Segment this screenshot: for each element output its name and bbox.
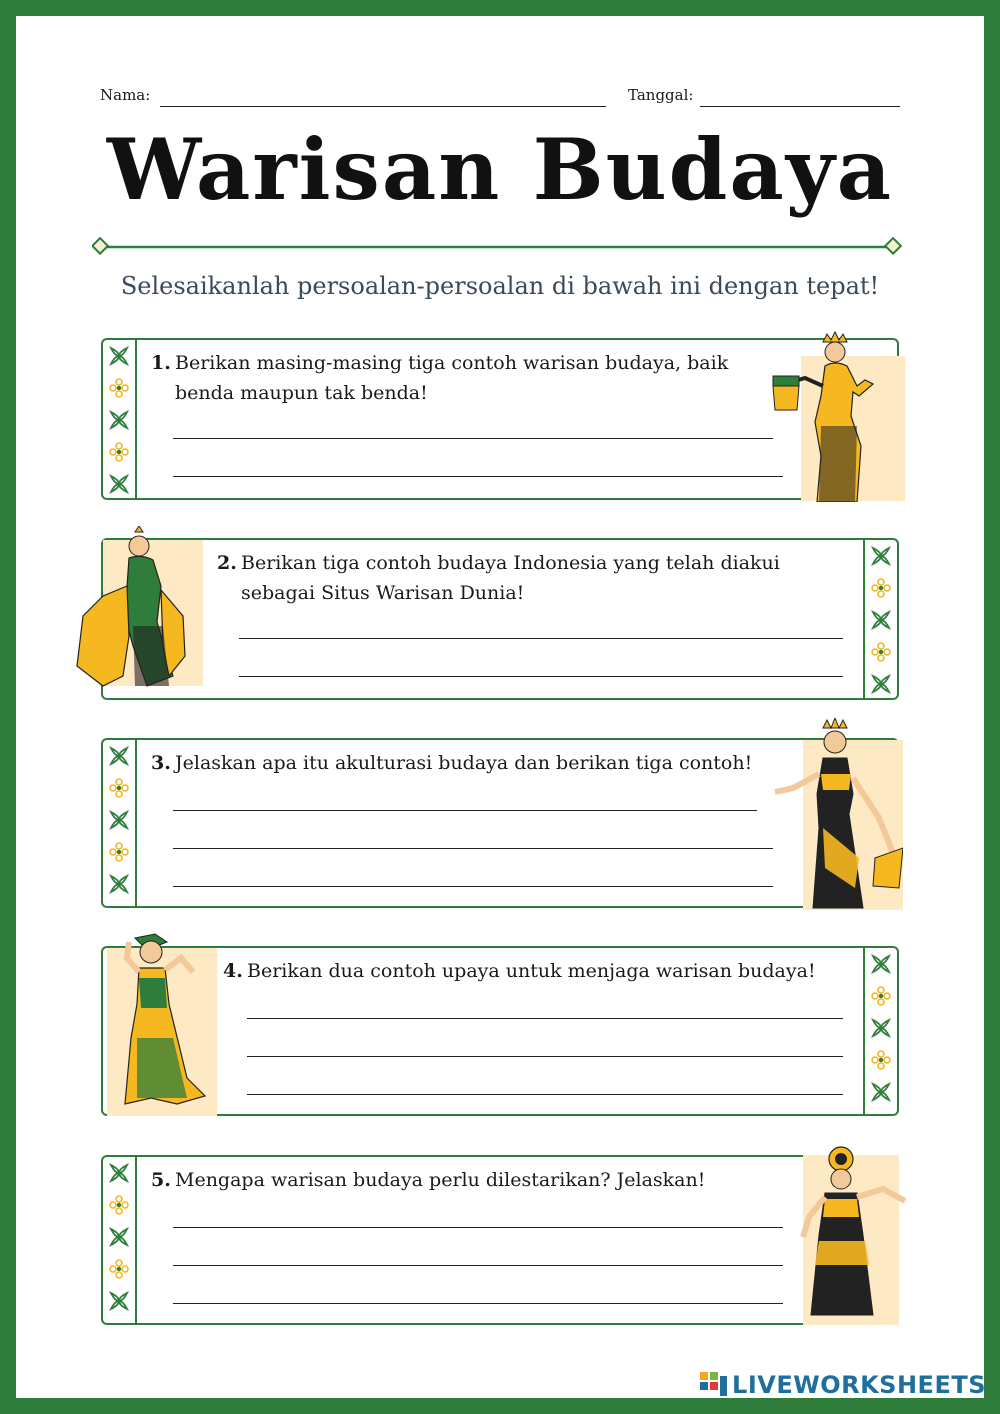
dancer-illustration [793,1145,913,1325]
instruction-text: Selesaikanlah persoalan-persoalan di bawah ini dengan tepat! [120,272,880,300]
header-row [100,84,900,112]
answer-line[interactable] [173,848,773,849]
question-text-4 [223,956,843,986]
question-body: Jelaskan apa itu akulturasi budaya dan berikan tiga contoh! [175,752,753,774]
flower-ornament-icon [109,1259,129,1279]
page-title: Warisan Budaya [106,120,894,219]
answer-line[interactable] [173,1303,783,1304]
flower-ornament-icon [109,442,129,462]
ornament-strip [103,1157,137,1323]
leaf-ornament-icon [109,1163,129,1183]
answer-line[interactable] [173,810,757,811]
answer-line[interactable] [173,476,783,477]
date-field[interactable] [700,106,900,107]
question-number: 1. [151,352,171,374]
question-number: 3. [151,752,171,774]
question-card-2 [101,538,899,700]
flower-ornament-icon [871,986,891,1006]
leaf-ornament-icon [109,1291,129,1311]
leaf-ornament-icon [109,810,129,830]
leaf-ornament-icon [871,1018,891,1038]
leaf-ornament-icon [871,610,891,630]
liveworksheets-brand[interactable]: LIVEWORKSHEETS [732,1371,986,1399]
date-label: Tanggal: [628,86,694,104]
answer-line[interactable] [239,676,843,677]
question-number: 4. [223,960,243,982]
question-body: Berikan masing-masing tiga contoh warisan budaya, baik benda maupun tak benda! [175,352,729,404]
dancer-illustration [107,928,219,1116]
question-text-5 [151,1165,771,1195]
question-card-1 [101,338,899,500]
liveworksheets-logo-icon [700,1372,728,1398]
leaf-ornament-icon [871,954,891,974]
question-card-5 [101,1155,899,1325]
question-number: 5. [151,1169,171,1191]
leaf-ornament-icon [871,546,891,566]
liveworksheets-footer [700,1370,986,1400]
dancer-illustration [763,718,903,910]
answer-line[interactable] [173,1227,783,1228]
leaf-ornament-icon [871,674,891,694]
answer-line[interactable] [247,1056,843,1057]
leaf-ornament-icon [109,410,129,430]
leaf-ornament-icon [871,1082,891,1102]
title-divider [92,237,908,257]
answer-line[interactable] [173,438,773,439]
name-field[interactable] [160,106,606,107]
leaf-ornament-icon [109,474,129,494]
ornament-strip [863,948,897,1114]
question-text-3 [151,748,771,778]
name-label: Nama: [100,86,151,104]
answer-line[interactable] [247,1018,843,1019]
dancer-illustration [73,526,213,702]
ornament-strip [863,540,897,698]
question-text-2 [217,548,807,608]
leaf-ornament-icon [109,346,129,366]
leaf-ornament-icon [109,746,129,766]
ornament-strip [103,340,137,498]
question-body: Berikan tiga contoh budaya Indonesia yang telah diakui sebagai Situs Warisan Dunia! [241,552,780,604]
question-card-4 [101,946,899,1116]
dancer-illustration [765,326,905,502]
answer-line[interactable] [173,1265,783,1266]
leaf-ornament-icon [109,1227,129,1247]
ornament-strip [103,740,137,906]
flower-ornament-icon [871,578,891,598]
flower-ornament-icon [109,778,129,798]
answer-line[interactable] [247,1094,843,1095]
question-card-3 [101,738,899,908]
question-text-1 [151,348,731,408]
flower-ornament-icon [109,842,129,862]
question-number: 2. [217,552,237,574]
answer-line[interactable] [173,886,773,887]
answer-line[interactable] [239,638,843,639]
flower-ornament-icon [871,1050,891,1070]
question-body: Mengapa warisan budaya perlu dilestarikan? Jelaskan! [175,1169,706,1191]
leaf-ornament-icon [109,874,129,894]
flower-ornament-icon [871,642,891,662]
flower-ornament-icon [109,1195,129,1215]
flower-ornament-icon [109,378,129,398]
question-body: Berikan dua contoh upaya untuk menjaga warisan budaya! [247,960,816,982]
